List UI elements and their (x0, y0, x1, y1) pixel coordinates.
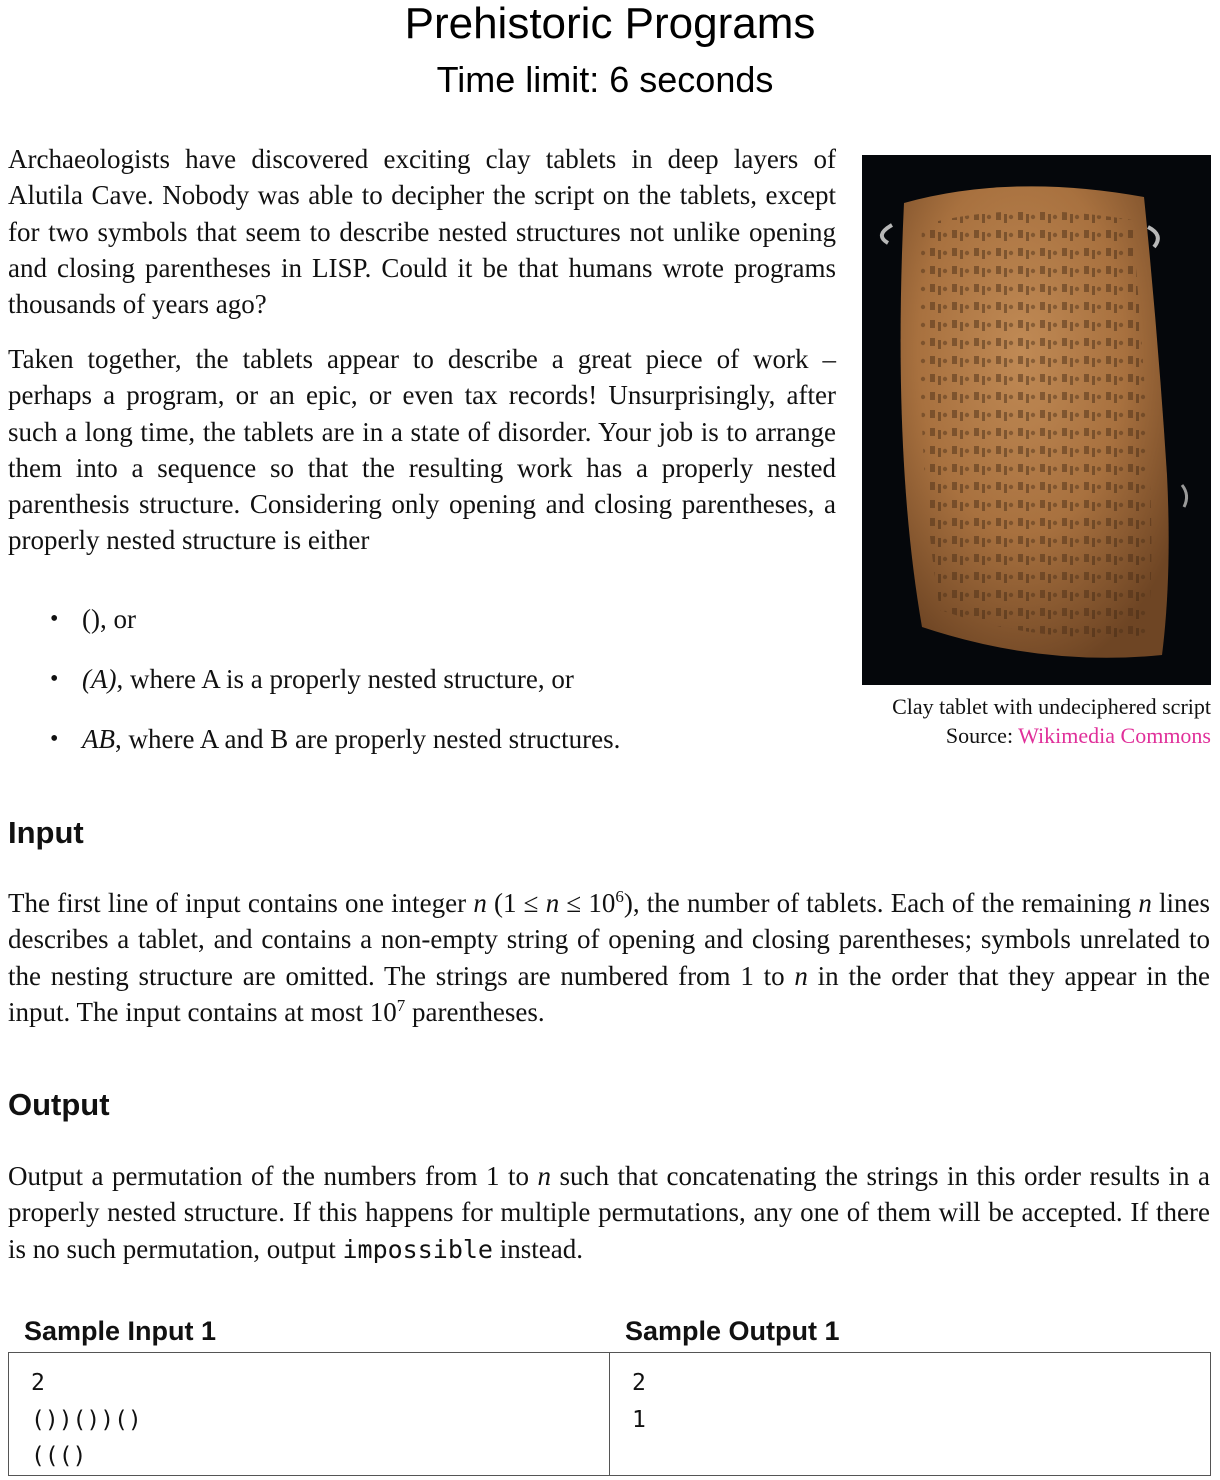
sample-input-line: 2 (31, 1370, 45, 1396)
sample-input-line: ())())() (31, 1406, 142, 1433)
output-text: Output a permutation of the numbers from 1 to (8, 1161, 538, 1191)
output-description (8, 1158, 1210, 1268)
sample-output-box (609, 1352, 1211, 1476)
input-heading: Input (8, 815, 84, 850)
sample-input-box (8, 1352, 610, 1476)
input-description (8, 885, 1210, 1030)
output-heading: Output (8, 1087, 110, 1122)
list-item (50, 658, 620, 718)
problem-title: Prehistoric Programs (404, 0, 816, 48)
bullet-text: , or (99, 604, 136, 634)
var-n: n (794, 960, 808, 991)
input-text: parentheses. (405, 996, 545, 1027)
bullet-math: (A) (82, 664, 117, 694)
var-n: n (537, 1161, 552, 1191)
impossible-code: impossible (342, 1234, 493, 1264)
exponent: 6 (615, 887, 624, 906)
list-item (50, 598, 620, 658)
input-text: (1 ≤ (486, 888, 546, 918)
sample-input-line: ((() (31, 1443, 87, 1469)
input-text: ≤ 10 (559, 888, 616, 918)
input-text: ), the number of tablets. Each of the remaining (623, 888, 1139, 918)
input-text: The first line of input contains one integer (8, 888, 474, 918)
time-limit: Time limit: 6 seconds (436, 59, 774, 100)
bullet-math: () (82, 604, 100, 634)
input-text: in the order that they appear in the input. The input contains at most 10 (8, 960, 1210, 1027)
sample-input-heading: Sample Input 1 (24, 1316, 217, 1346)
caption-source (850, 721, 1211, 750)
bullet-icon: • (50, 666, 59, 692)
bullet-icon: • (50, 606, 59, 632)
figure-caption (850, 692, 1211, 750)
sample-output-heading: Sample Output 1 (625, 1316, 840, 1346)
list-item (50, 718, 620, 778)
source-label: Source: (945, 723, 1014, 748)
bullet-math: AB (82, 724, 115, 754)
bullet-text: , where A is a properly nested structure, or (116, 664, 574, 694)
structure-list (50, 598, 620, 778)
clay-tablet-illustration (862, 155, 1211, 685)
output-text: instead. (492, 1233, 583, 1264)
bullet-icon: • (50, 726, 59, 752)
input-text: lines describes a tablet, and contains a non-empty string of opening and closing parentheses; symbols unrelated to the nesting structure are omitted. The strings are numbered from 1 to (8, 888, 1211, 991)
sample-output-line: 1 (632, 1406, 646, 1433)
intro-paragraph-1: Archaeologists have discovered exciting clay tablets in deep layers of Alutila Cave. Nobody was able to decipher the script on the tablets, except for two symbols that seem to describe nested structures not unlike opening and closing parentheses in LISP. Could it be that humans wrote programs thousands of years ago? (8, 144, 836, 320)
bullet-text: , where A and B are properly nested structures. (115, 724, 621, 754)
caption-text: Clay tablet with undeciphered script (892, 694, 1211, 719)
clay-tablet-image (862, 155, 1211, 685)
output-text: such that concatenating the strings in this order results in a properly nested structure. If this happens for multiple permutations, any one of them will be accepted. If there is no such permutation, output (8, 1161, 1210, 1264)
var-n: n (545, 888, 560, 918)
var-n: n (1138, 888, 1152, 918)
var-n: n (473, 888, 487, 918)
wikimedia-link[interactable]: Wikimedia Commons (1018, 723, 1211, 748)
exponent: 7 (396, 995, 406, 1015)
intro-paragraph-2: Taken together, the tablets appear to describe a great piece of work – perhaps a program, or an epic, or even tax records! Unsurprisingly, after such a long time, the tablets are in a state of disorder. Your job is to arrange them into a sequence so that the resulting work has a properly nested parenthesis structure. Considering only opening and closing parentheses, a properly nested structure is either (8, 344, 836, 556)
sample-output-line: 2 (632, 1370, 646, 1396)
